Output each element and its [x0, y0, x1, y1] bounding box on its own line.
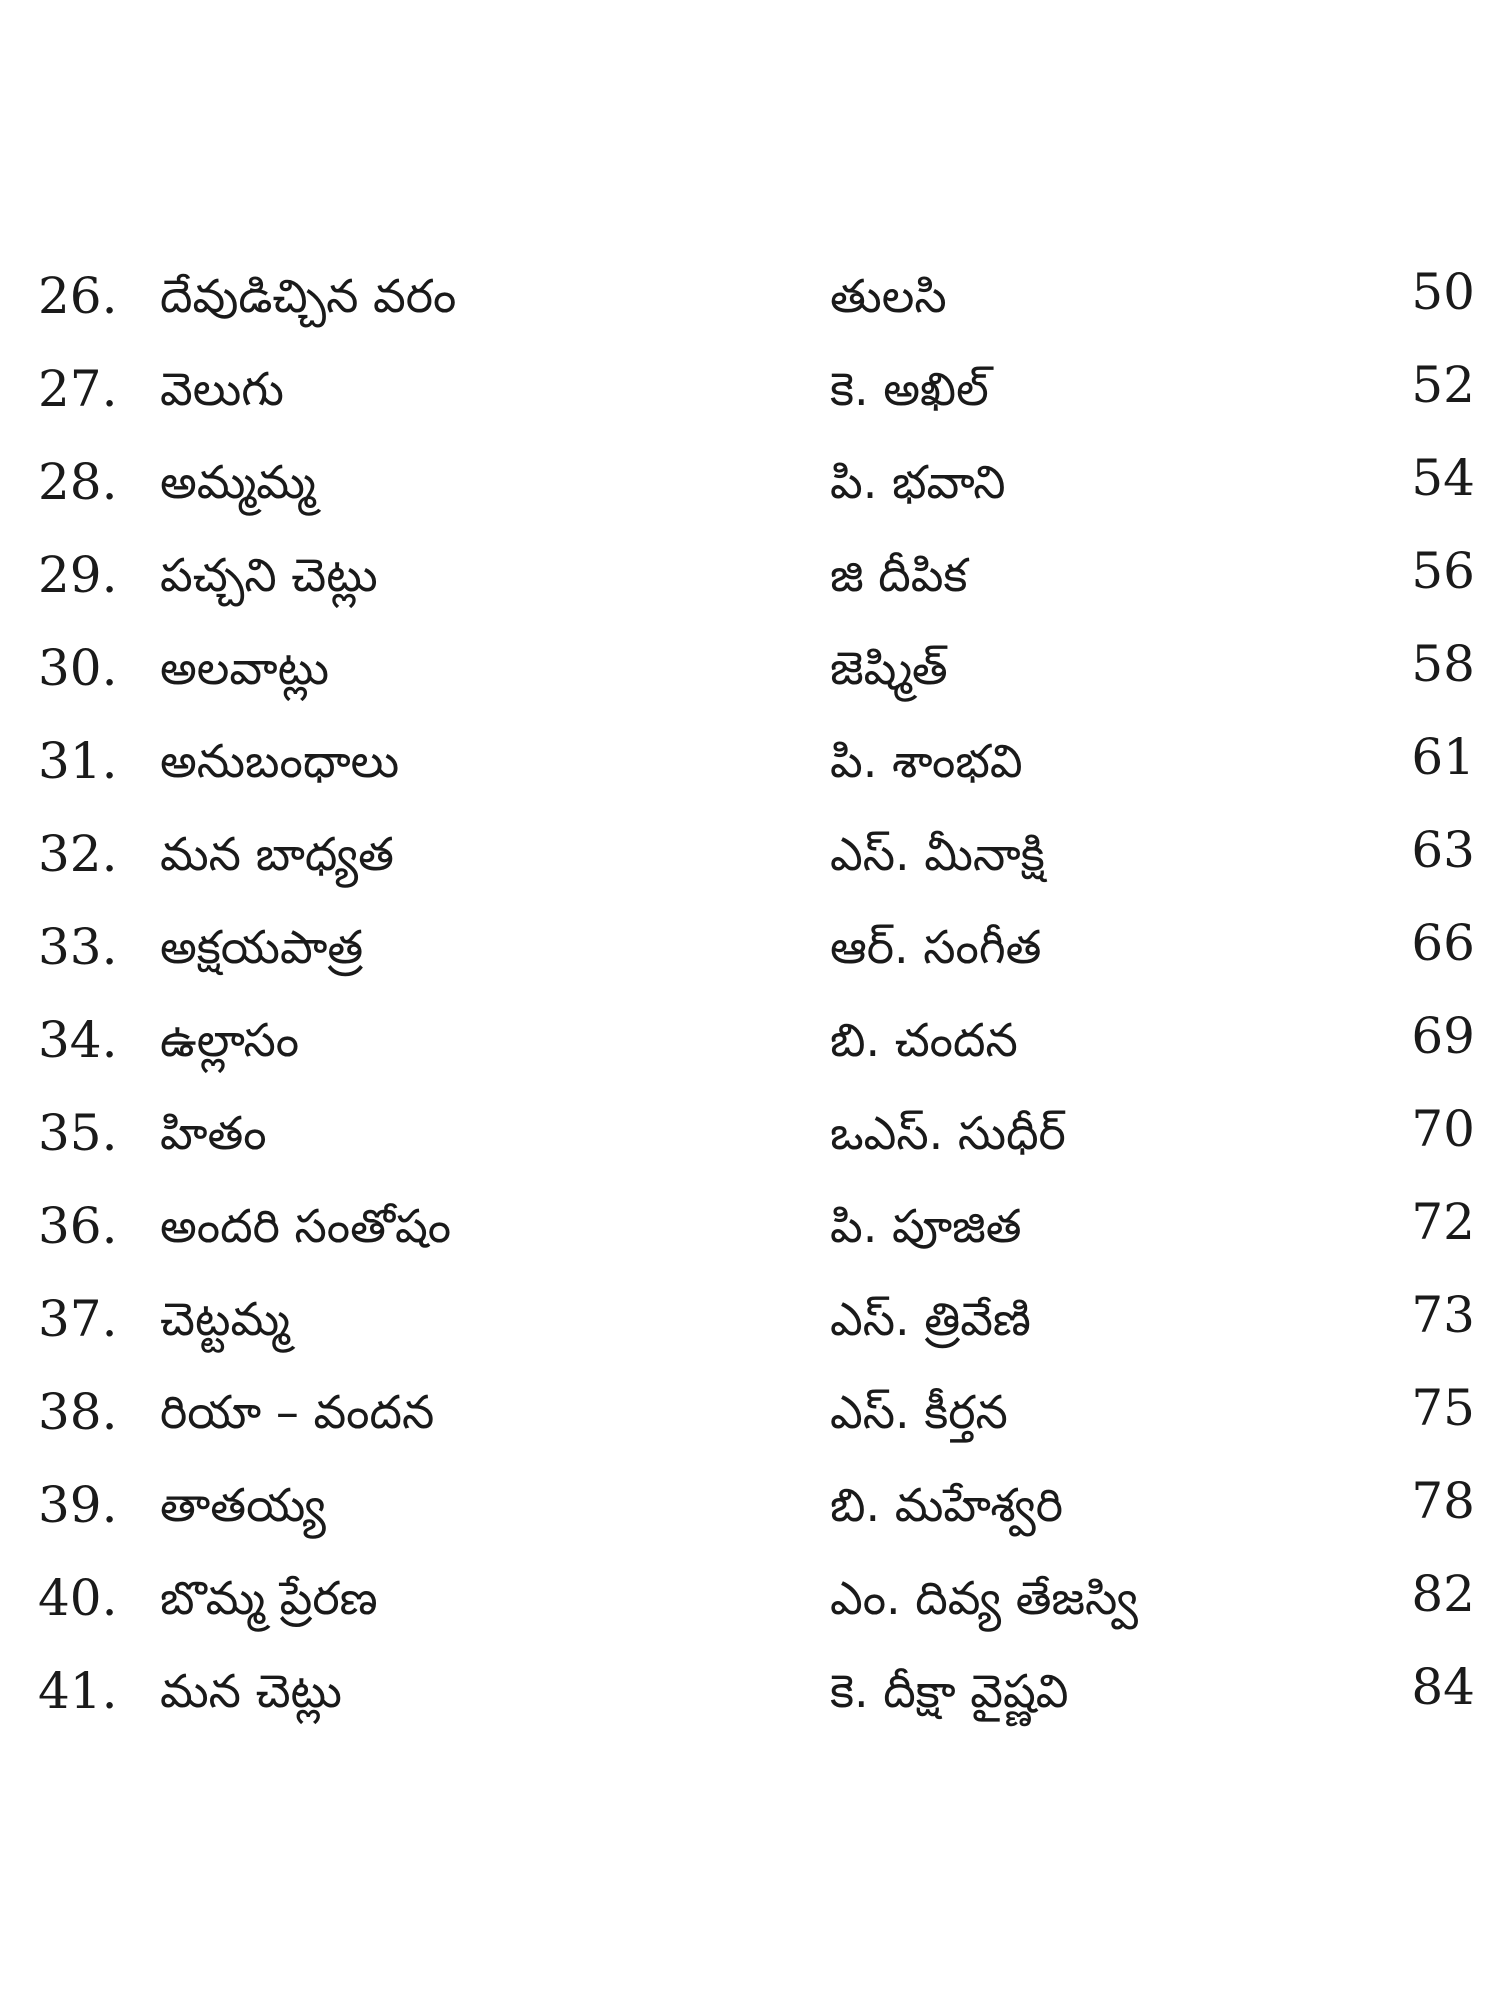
entry-title: అందరి సంతోషం: [160, 1199, 452, 1253]
toc-entry: [0, 1366, 1500, 1459]
entry-number: 28.: [38, 453, 118, 511]
entry-author: కె. అఖిల్: [830, 362, 989, 416]
entry-author: ఎం. దివ్య తేజస్వి: [830, 1571, 1138, 1625]
entry-title: మన బాధ్యత: [160, 827, 394, 881]
entry-title: చెట్టమ్మ: [160, 1292, 290, 1346]
entry-title: అక్షయపాత్ర: [160, 920, 364, 974]
entry-number: 31.: [38, 732, 118, 790]
entry-number: 29.: [38, 546, 118, 604]
entry-author: జి దీపిక: [830, 548, 968, 602]
entry-title: అనుబంధాలు: [160, 734, 400, 788]
entry-page-number: 54: [1411, 449, 1475, 507]
toc-entry: [0, 436, 1500, 529]
entry-number: 38.: [38, 1383, 118, 1441]
entry-page-number: 63: [1411, 821, 1475, 879]
entry-page-number: 82: [1411, 1565, 1475, 1623]
entry-number: 33.: [38, 918, 118, 976]
toc-entry: [0, 1552, 1500, 1645]
entry-title: ఉల్లాసం: [160, 1013, 300, 1067]
toc-entry: [0, 622, 1500, 715]
entry-page-number: 84: [1411, 1658, 1475, 1716]
entry-number: 32.: [38, 825, 118, 883]
entry-author: పి. పూజిత: [830, 1199, 1022, 1253]
entry-page-number: 58: [1411, 635, 1475, 693]
entry-author: జెష్మిత్: [830, 641, 948, 695]
entry-title: అలవాట్లు: [160, 641, 330, 695]
entry-author: ఎస్. మీనాక్షి: [830, 827, 1045, 881]
entry-page-number: 75: [1411, 1379, 1475, 1437]
entry-author: ఆర్. సంగీత: [830, 920, 1042, 974]
entry-page-number: 66: [1411, 914, 1475, 972]
entry-number: 30.: [38, 639, 118, 697]
toc-entry: [0, 1087, 1500, 1180]
entry-page-number: 72: [1411, 1193, 1475, 1251]
toc-entry: [0, 994, 1500, 1087]
toc-entry: [0, 715, 1500, 808]
entry-author: ఎస్. త్రివేణి: [830, 1292, 1031, 1346]
toc-entry: [0, 1180, 1500, 1273]
entry-title: దేవుడిచ్చిన వరం: [160, 269, 457, 323]
entry-number: 26.: [38, 267, 118, 325]
entry-author: పి. శాంభవి: [830, 734, 1023, 788]
entry-number: 41.: [38, 1662, 118, 1720]
entry-title: తాతయ్య: [160, 1478, 326, 1532]
entry-page-number: 78: [1411, 1472, 1475, 1530]
entry-author: బి. మహేశ్వరి: [830, 1478, 1063, 1532]
entry-number: 35.: [38, 1104, 118, 1162]
entry-title: వెలుగు: [160, 362, 284, 416]
entry-author: తులసి: [830, 269, 947, 323]
entry-number: 34.: [38, 1011, 118, 1069]
entry-number: 36.: [38, 1197, 118, 1255]
toc-entry: [0, 250, 1500, 343]
entry-author: ఎస్. కీర్తన: [830, 1385, 1008, 1439]
entry-page-number: 56: [1411, 542, 1475, 600]
table-of-contents: [0, 250, 1500, 1738]
toc-entry: [0, 808, 1500, 901]
entry-page-number: 50: [1411, 263, 1475, 321]
entry-page-number: 69: [1411, 1007, 1475, 1065]
toc-entry: [0, 1645, 1500, 1738]
toc-entry: [0, 901, 1500, 994]
entry-title: రియా – వందన: [160, 1385, 435, 1439]
toc-entry: [0, 529, 1500, 622]
entry-number: 39.: [38, 1476, 118, 1534]
entry-number: 37.: [38, 1290, 118, 1348]
entry-title: పచ్చని చెట్లు: [160, 548, 378, 602]
entry-author: పి. భవాని: [830, 455, 1006, 509]
entry-page-number: 70: [1411, 1100, 1475, 1158]
entry-author: బి. చందన: [830, 1013, 1018, 1067]
toc-entry: [0, 343, 1500, 436]
entry-title: అమ్మమ్మ: [160, 455, 316, 509]
toc-entry: [0, 1273, 1500, 1366]
entry-title: హితం: [160, 1106, 267, 1160]
entry-page-number: 61: [1411, 728, 1475, 786]
entry-author: ఒఎస్. సుధీర్: [830, 1106, 1066, 1160]
entry-number: 27.: [38, 360, 118, 418]
toc-entry: [0, 1459, 1500, 1552]
entry-number: 40.: [38, 1569, 118, 1627]
entry-title: మన చెట్లు: [160, 1664, 342, 1718]
entry-title: బొమ్మ ప్రేరణ: [160, 1571, 378, 1625]
entry-author: కె. దీక్షా వైష్ణవి: [830, 1664, 1069, 1718]
entry-page-number: 52: [1411, 356, 1475, 414]
entry-page-number: 73: [1411, 1286, 1475, 1344]
